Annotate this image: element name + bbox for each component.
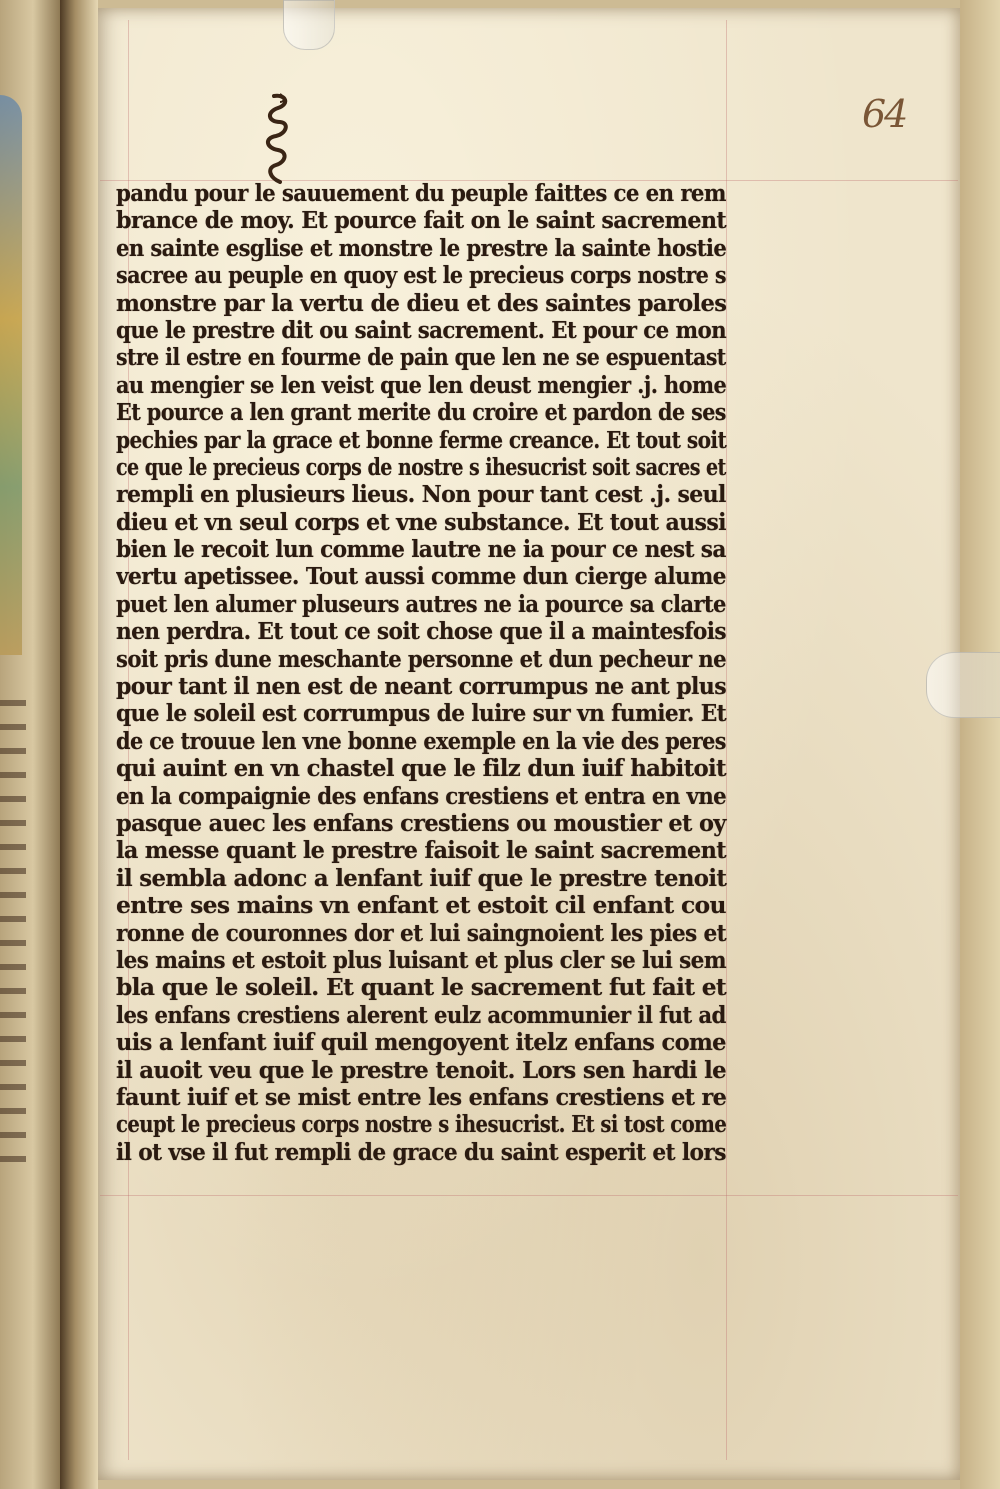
text-line: au mengier se len veist que len deust mengier .j. home xyxy=(116,370,727,399)
page-tab-top xyxy=(283,0,335,50)
text-line: pasque auec les enfans crestiens ou moustier et oy xyxy=(116,809,726,837)
text-line: la messe quant le prestre faisoit le saint sacrement xyxy=(116,836,726,865)
page-tab-right xyxy=(926,652,1000,718)
text-line: dieu et vn seul corps et vne substance. Et tout aussi xyxy=(116,507,726,536)
text-line: il sembla adonc a lenfant iuif que le prestre tenoit xyxy=(116,863,727,892)
text-line: ronne de couronnes dor et lui saingnoient les pies et xyxy=(116,918,727,947)
book-gutter xyxy=(60,0,98,1489)
folio-number: 64 xyxy=(862,92,907,136)
text-line: brance de moy. Et pource fait on le saint sacrement xyxy=(116,206,727,235)
facing-page-edge xyxy=(0,0,60,1489)
text-line: puet len alumer pluseurs autres ne ia pource sa clarte xyxy=(116,589,726,618)
text-line: entre ses mains vn enfant et estoit cil enfant cou xyxy=(116,891,726,919)
text-line: de ce trouue len vne bonne exemple en la vie des peres xyxy=(116,726,726,755)
text-line: il ot vse il fut rempli de grace du saint esperit et lors xyxy=(116,1137,726,1166)
facing-page-text-fragment xyxy=(0,700,26,1180)
text-line: rempli en plusieurs lieus. Non pour tant cest .j. seul xyxy=(116,480,726,508)
text-line: nen perdra. Et tout ce soit chose que il a maintesfois xyxy=(116,617,726,645)
text-line: pandu pour le sauuement du peuple faittes ce en rem xyxy=(116,179,726,207)
page-edge-right xyxy=(960,0,1000,1489)
text-line: pour tant il nen est de neant corrumpus ne ant plus xyxy=(116,672,726,700)
text-line: en sainte esglise et monstre le prestre la sainte hostie xyxy=(116,233,727,262)
text-line: uis a lenfant iuif quil mengoyent itelz enfans come xyxy=(116,1028,726,1056)
text-line: pechies par la grace et bonne ferme creance. Et tout soit xyxy=(116,425,727,454)
text-line: faunt iuif et se mist entre les enfans crestiens et re xyxy=(116,1082,727,1111)
text-line: ce que le precieus corps de nostre s ihesucrist soit sacres et xyxy=(116,453,726,481)
text-line: les enfans crestiens alerent eulz acommunier il fut ad xyxy=(116,1000,726,1029)
text-line: sacree au peuple en quoy est le precieus corps nostre s xyxy=(116,261,727,289)
facing-page-illumination xyxy=(0,95,22,655)
catchword-flourish-icon xyxy=(256,92,296,187)
text-line: les mains et estoit plus luisant et plus cler se lui sem xyxy=(116,946,727,974)
text-line: bla que le soleil. Et quant le sacrement fut fait et xyxy=(116,973,727,1002)
text-line: Et pource a len grant merite du croire et pardon de ses xyxy=(116,398,726,426)
manuscript-text-block xyxy=(116,180,756,1166)
text-line: il auoit veu que le prestre tenoit. Lors sen hardi le xyxy=(116,1055,727,1084)
text-line: en la compaignie des enfans crestiens et entra en vne xyxy=(116,781,727,810)
text-line: stre il estre en fourme de pain que len ne se espuentast xyxy=(116,343,726,372)
text-line: qui auint en vn chastel que le filz dun iuif habitoit xyxy=(116,754,726,782)
text-line: ceupt le precieus corps nostre s ihesucrist. Et si tost come xyxy=(116,1110,727,1138)
text-line: soit pris dune meschante personne et dun pecheur ne xyxy=(116,644,726,673)
text-line: vertu apetissee. Tout aussi comme dun cierge alume xyxy=(116,562,726,591)
ruling-line-bottom xyxy=(100,1195,958,1196)
text-line: que le prestre dit ou saint sacrement. Et pour ce mon xyxy=(116,316,727,344)
text-line: monstre par la vertu de dieu et des saintes paroles xyxy=(116,288,727,317)
text-line: que le soleil est corrumpus de luire sur vn fumier. Et xyxy=(116,699,727,728)
text-line: bien le recoit lun comme lautre ne ia pour ce nest sa xyxy=(116,535,726,563)
